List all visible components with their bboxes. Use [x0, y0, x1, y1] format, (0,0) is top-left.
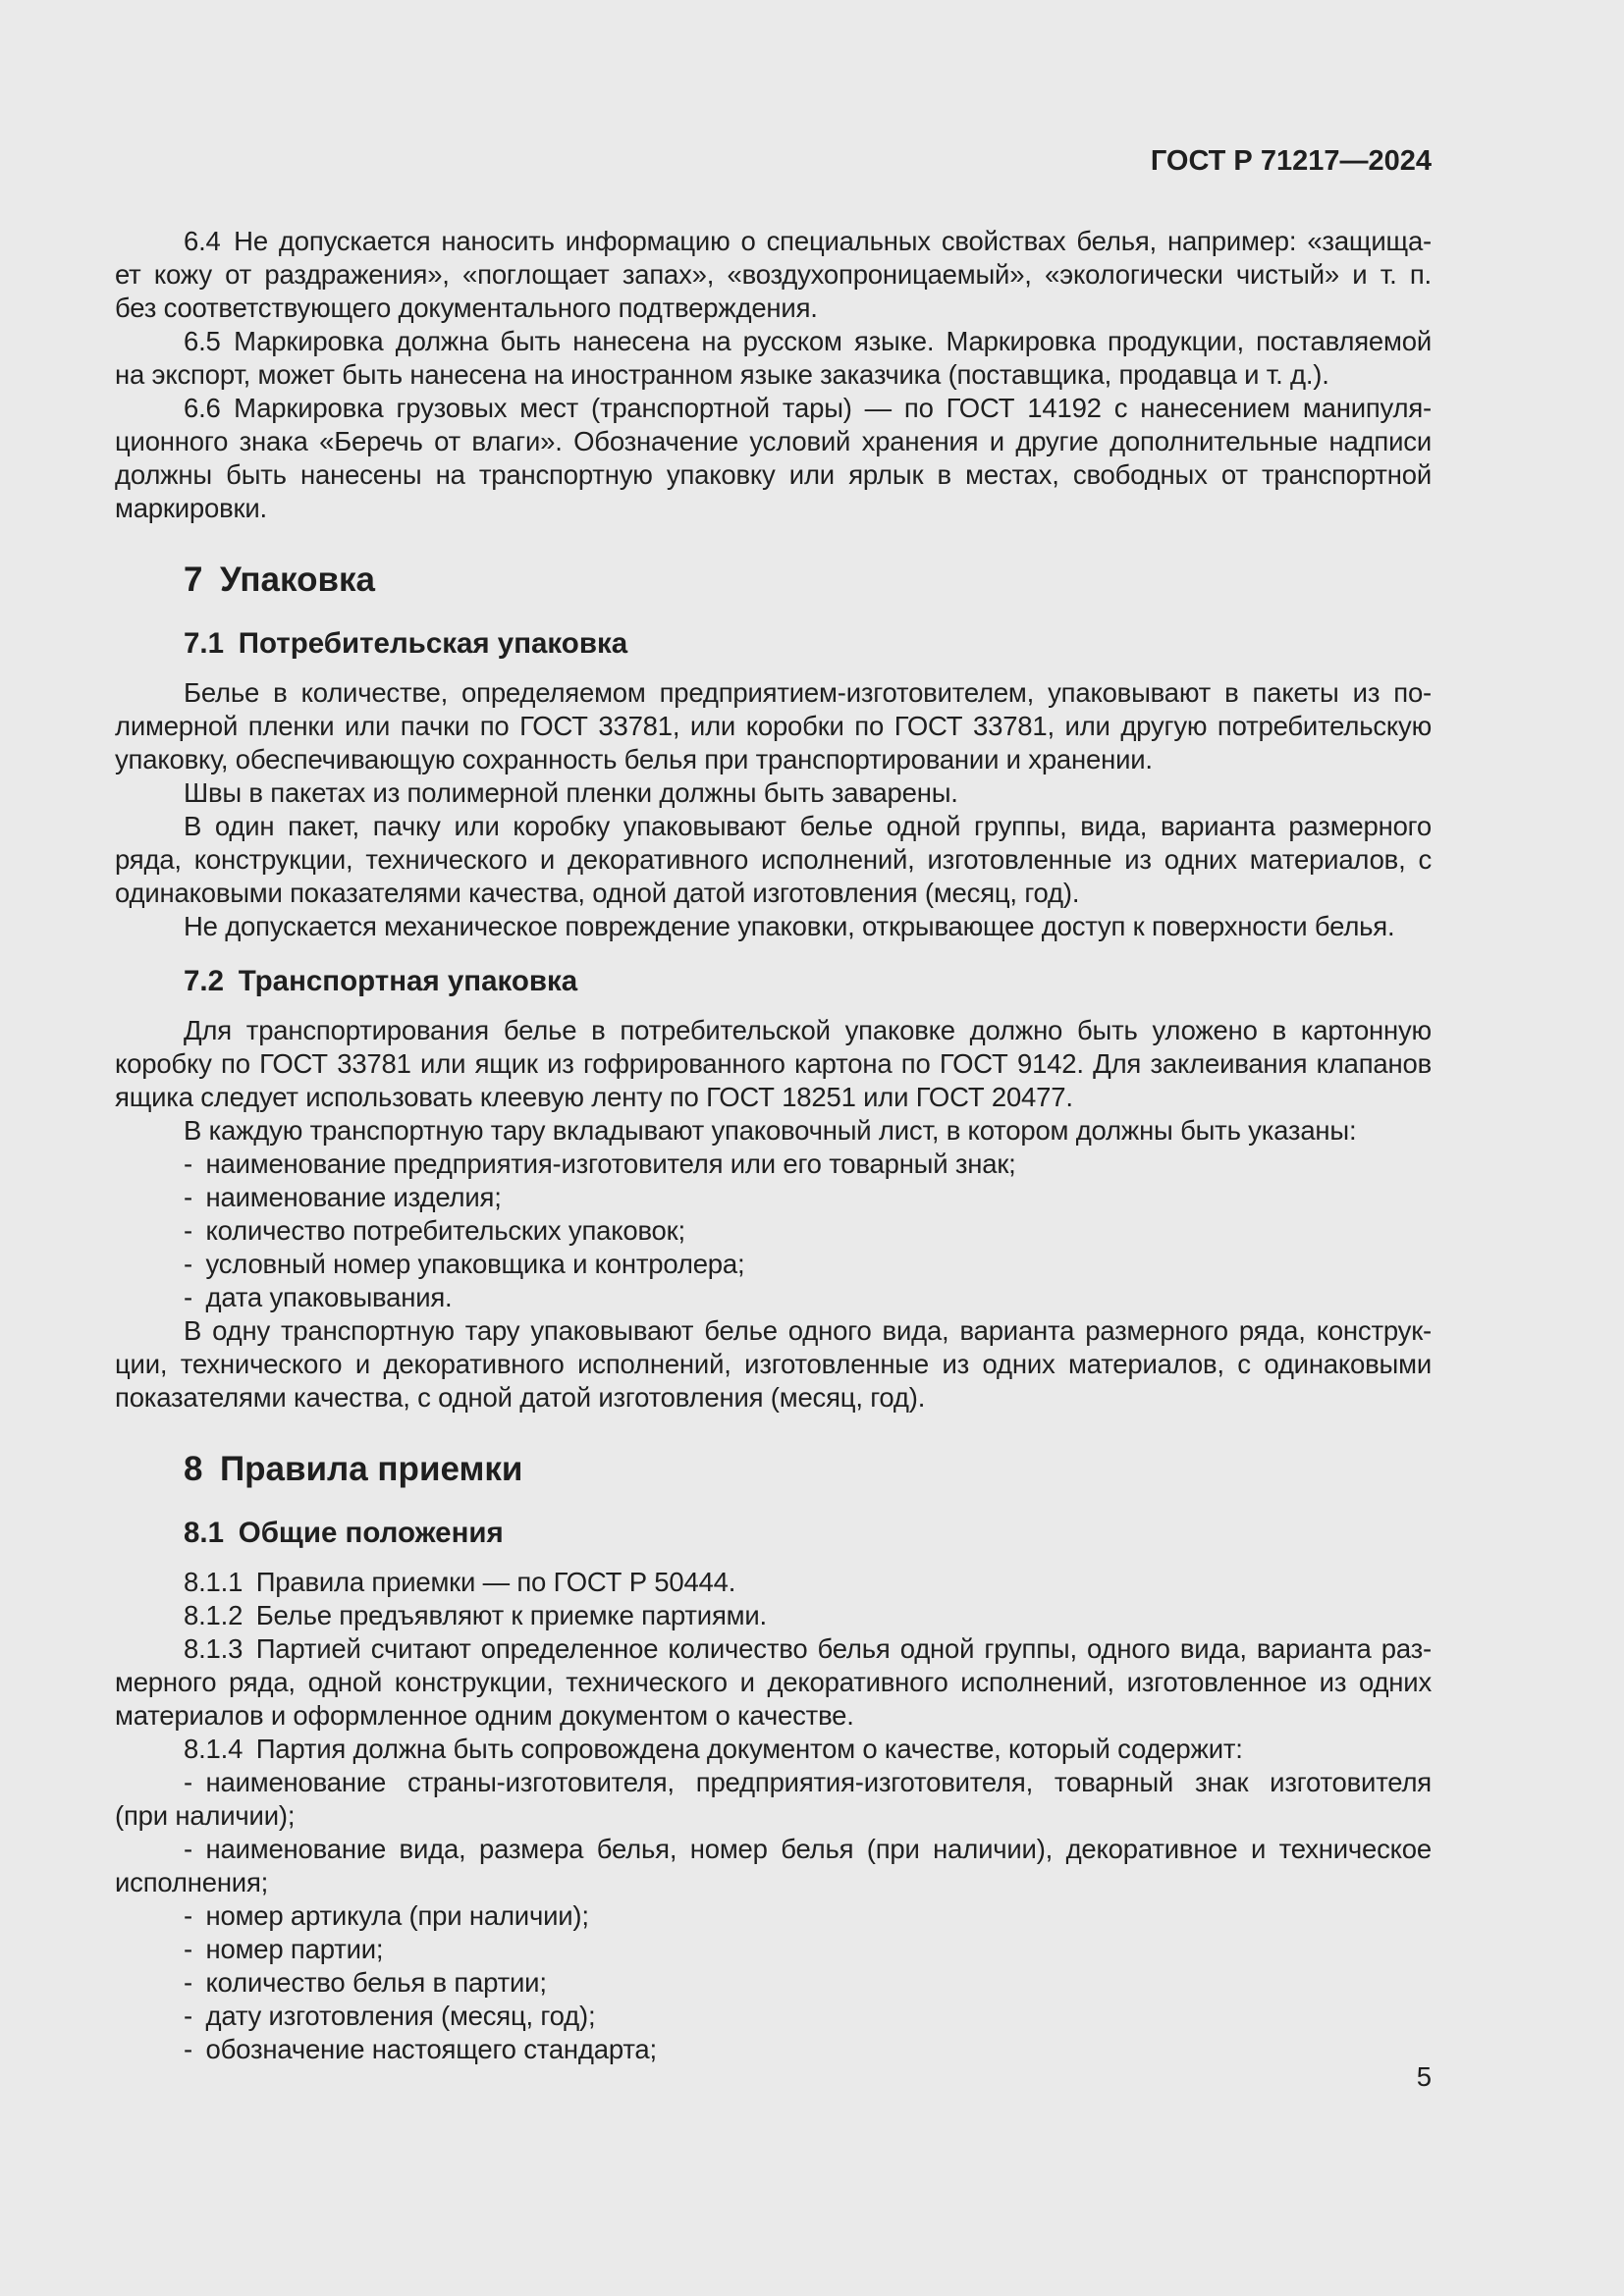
list-item — [115, 1281, 1432, 1314]
text-line: ет кожу от раздражения», «поглощает запах», «воздухопроницаемый», «экологически чистый» и т. п. — [115, 259, 1432, 290]
text-line: - количество белья в партии; — [184, 1967, 547, 1998]
text-line: - количество потребительских упаковок; — [184, 1215, 685, 1246]
text-line: Швы в пакетах из полимерной пленки должны быть заварены. — [184, 777, 958, 808]
list-item — [115, 1833, 1432, 1899]
list-item — [115, 1966, 1432, 2000]
text-line: коробку по ГОСТ 33781 или ящик из гофрированного картона по ГОСТ 9142. Для заклеивания клапанов — [115, 1048, 1432, 1079]
document-body — [115, 225, 1432, 2066]
text-line: ряда, конструкции, технического и декоративного исполнений, изготовленные из одних материалов, с — [115, 844, 1432, 875]
text-line: 8.1.3 Партией считают определенное количество белья одной группы, одного вида, варианта раз- — [184, 1633, 1432, 1664]
text-line: (при наличии); — [115, 1800, 296, 1831]
list-item — [115, 1148, 1432, 1181]
text-line: 6.5 Маркировка должна быть нанесена на русском языке. Маркировка продукции, поставляемой — [184, 326, 1432, 356]
paragraph — [115, 1314, 1432, 1415]
subsection-heading: 7.2 Транспортная упаковка — [184, 965, 578, 997]
paragraph — [115, 810, 1432, 910]
paragraph — [115, 1733, 1432, 1766]
text-line: должны быть нанесены на транспортную упаковку или ярлык в местах, свободных от транспортной — [115, 459, 1432, 490]
list-item — [115, 1933, 1432, 1966]
paragraph — [115, 1566, 1432, 1599]
subsection-heading: 7.1 Потребительская упаковка — [184, 627, 628, 660]
text-line: - номер партии; — [184, 1934, 384, 1964]
paragraph — [115, 225, 1432, 325]
text-line: ционного знака «Беречь от влаги». Обозначение условий хранения и другие дополнительные надписи — [115, 426, 1432, 456]
text-line: исполнения; — [115, 1867, 269, 1897]
section-heading: 7 Упаковка — [184, 561, 375, 599]
text-line: одинаковыми показателями качества, одной датой изготовления (месяц, год). — [115, 878, 1080, 908]
list-item — [115, 1181, 1432, 1214]
paragraph — [115, 676, 1432, 776]
text-line: упаковку, обеспечивающую сохранность белья при транспортировании и хранении. — [115, 744, 1153, 774]
paragraph — [115, 1599, 1432, 1632]
text-line: - наименование вида, размера белья, номер белья (при наличии), декоративное и техническое — [184, 1834, 1432, 1864]
text-line: Для транспортирования белье в потребительской упаковке должно быть уложено в картонную — [184, 1015, 1432, 1045]
list-item — [115, 2000, 1432, 2033]
text-line: 6.6 Маркировка грузовых мест (транспортной тары) — по ГОСТ 14192 с нанесением манипуля- — [184, 393, 1432, 423]
paragraph — [115, 910, 1432, 943]
text-line: без соответствующего документального подтверждения. — [115, 293, 818, 323]
paragraph — [115, 325, 1432, 392]
text-line: 8.1.1 Правила приемки — по ГОСТ Р 50444. — [184, 1567, 736, 1597]
text-line: показателями качества, с одной датой изготовления (месяц, год). — [115, 1382, 926, 1413]
paragraph — [115, 392, 1432, 525]
text-line: материалов и оформленное одним документом о качестве. — [115, 1700, 854, 1731]
text-line: Белье в количестве, определяемом предприятием-изготовителем, упаковывают в пакеты из по- — [184, 677, 1432, 708]
text-line: - обозначение настоящего стандарта; — [184, 2034, 657, 2064]
text-line: 6.4 Не допускается наносить информацию о специальных свойствах белья, например: «защища- — [184, 226, 1432, 256]
paragraph — [115, 1114, 1432, 1148]
text-line: В одну транспортную тару упаковывают белье одного вида, варианта размерного ряда, конструк- — [184, 1315, 1432, 1346]
text-line: 8.1.4 Партия должна быть сопровождена документом о качестве, который содержит: — [184, 1734, 1243, 1764]
text-line: на экспорт, может быть нанесена на иностранном языке заказчика (поставщика, продавца и т. д.). — [115, 359, 1329, 390]
text-line: - наименование страны-изготовителя, предприятия-изготовителя, товарный знак изготовителя — [184, 1767, 1432, 1797]
page-number: 5 — [1416, 2061, 1432, 2092]
list-item — [115, 1766, 1432, 1833]
text-line: ящика следует использовать клеевую ленту по ГОСТ 18251 или ГОСТ 20477. — [115, 1082, 1073, 1112]
text-line: 8.1.2 Белье предъявляют к приемке партиями. — [184, 1600, 767, 1630]
text-line: В один пакет, пачку или коробку упаковывают белье одной группы, вида, варианта размерного — [184, 811, 1432, 841]
paragraph — [115, 776, 1432, 810]
list-item — [115, 1248, 1432, 1281]
text-line: - наименование изделия; — [184, 1182, 502, 1212]
paragraph — [115, 1014, 1432, 1114]
text-line: маркировки. — [115, 493, 267, 523]
text-line: мерного ряда, одной конструкции, технического и декоративного исполнений, изготовленное из одних — [115, 1667, 1432, 1697]
text-line: - номер артикула (при наличии); — [184, 1900, 589, 1931]
running-header: ГОСТ Р 71217—2024 — [1150, 145, 1432, 177]
text-line: Не допускается механическое повреждение упаковки, открывающее доступ к поверхности белья. — [184, 911, 1395, 941]
list-item — [115, 1214, 1432, 1248]
subsection-heading: 8.1 Общие положения — [184, 1517, 504, 1549]
text-line: ции, технического и декоративного исполнений, изготовленные из одних материалов, с одинаковыми — [115, 1349, 1432, 1379]
text-line: В каждую транспортную тару вкладывают упаковочный лист, в котором должны быть указаны: — [184, 1115, 1357, 1146]
list-item — [115, 1899, 1432, 1933]
text-line: - наименование предприятия-изготовителя или его товарный знак; — [184, 1148, 1016, 1179]
text-line: - дата упаковывания. — [184, 1282, 453, 1312]
section-heading: 8 Правила приемки — [184, 1450, 523, 1488]
text-line: лимерной пленки или пачки по ГОСТ 33781, или коробки по ГОСТ 33781, или другую потребительскую — [115, 711, 1432, 741]
paragraph — [115, 1632, 1432, 1733]
text-line: - дату изготовления (месяц, год); — [184, 2001, 596, 2031]
text-line: - условный номер упаковщика и контролера; — [184, 1249, 745, 1279]
